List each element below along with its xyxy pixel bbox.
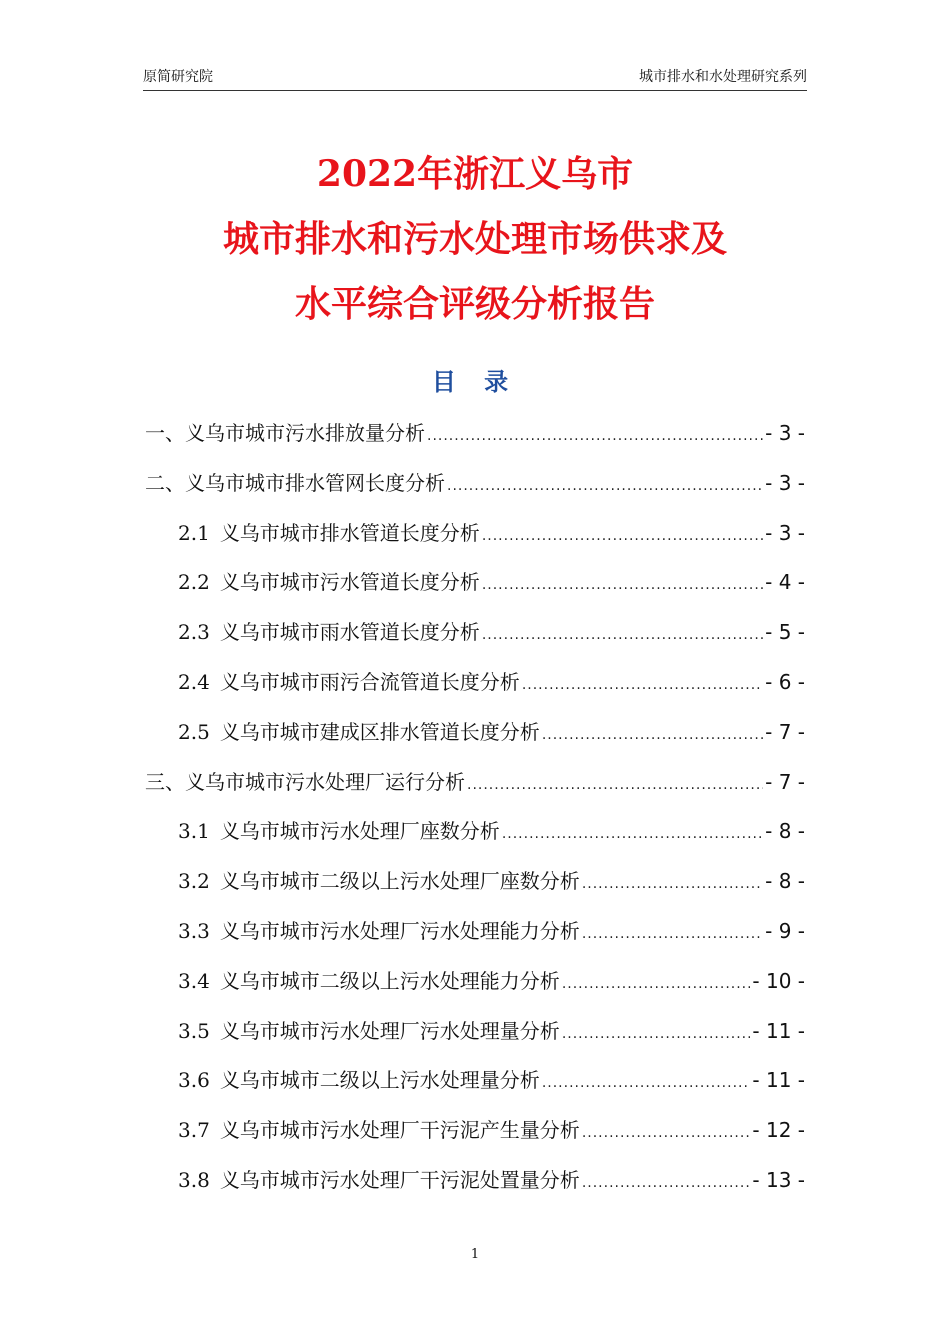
- toc-entry-title: 义乌市城市雨水管道长度分析: [219, 620, 480, 645]
- toc-entry-title: 义乌市城市污水处理厂干污泥处置量分析: [219, 1167, 580, 1192]
- toc-entry[interactable]: [145, 861, 805, 911]
- table-of-contents: [145, 413, 805, 1210]
- toc-entry-title: 二、义乌市城市排水管网长度分析: [145, 470, 445, 495]
- toc-entry-page: - 8 -: [765, 819, 805, 844]
- header-series: 城市排水和水处理研究系列: [639, 69, 807, 85]
- toc-entry-number: 3.4: [178, 968, 210, 993]
- toc-leader-dots: [522, 665, 763, 705]
- toc-leader-dots: [482, 615, 763, 655]
- toc-leader-dots: [542, 715, 763, 755]
- toc-entry-number: 3.2: [178, 869, 210, 894]
- toc-entry[interactable]: [145, 513, 805, 563]
- toc-leader-dots: [582, 1163, 751, 1203]
- toc-entry[interactable]: [145, 1060, 805, 1110]
- toc-entry-page: - 4 -: [765, 570, 805, 595]
- toc-entry[interactable]: [145, 811, 805, 861]
- title-line-3: 水平综合评级分析报告: [294, 283, 655, 325]
- toc-entry-number: 3.7: [178, 1118, 210, 1143]
- toc-entry-title: 义乌市城市污水管道长度分析: [219, 570, 480, 595]
- toc-leader-dots: [447, 466, 763, 506]
- toc-heading: 目 录: [431, 368, 519, 396]
- title-line-2: 城市排水和污水处理市场供求及: [222, 218, 727, 260]
- page-header: [143, 68, 807, 91]
- toc-entry[interactable]: [145, 762, 805, 812]
- toc-entry-title: 义乌市城市建成区排水管道长度分析: [219, 719, 540, 744]
- toc-entry-number: 3.8: [178, 1167, 210, 1192]
- toc-entry-title: 义乌市城市污水处理厂污水处理能力分析: [219, 918, 580, 943]
- toc-entry-page: - 11 -: [752, 1068, 805, 1093]
- toc-leader-dots: [502, 814, 763, 854]
- toc-leader-dots: [562, 964, 751, 1004]
- toc-entry-page: - 12 -: [752, 1118, 805, 1143]
- toc-entry-title: 义乌市城市污水处理厂座数分析: [219, 819, 500, 844]
- toc-entry-page: - 11 -: [752, 1018, 805, 1043]
- toc-entry-page: - 7 -: [765, 769, 805, 794]
- toc-entry-page: - 3 -: [765, 520, 805, 545]
- toc-entry-number: 3.1: [178, 819, 210, 844]
- toc-entry-number: 2.2: [178, 570, 210, 595]
- toc-leader-dots: [467, 765, 763, 805]
- toc-leader-dots: [582, 864, 763, 904]
- toc-entry-title: 一、义乌市城市污水排放量分析: [145, 421, 425, 445]
- toc-entry-page: - 9 -: [765, 918, 805, 943]
- toc-entry-page: - 3 -: [765, 470, 805, 495]
- toc-entry-number: 2.1: [178, 520, 210, 545]
- toc-entry-title: 义乌市城市污水处理厂污水处理量分析: [219, 1018, 560, 1043]
- toc-entry-title: 义乌市城市雨污合流管道长度分析: [219, 669, 520, 694]
- toc-entry-page: - 10 -: [752, 968, 805, 993]
- toc-entry-page: - 3 -: [765, 421, 805, 445]
- toc-entry-number: 3.3: [178, 918, 210, 943]
- toc-entry-number: 3.5: [178, 1018, 210, 1043]
- toc-entry-title: 义乌市城市二级以上污水处理能力分析: [219, 968, 560, 993]
- toc-entry-title: 义乌市城市排水管道长度分析: [219, 520, 480, 545]
- toc-entry[interactable]: [145, 463, 805, 513]
- toc-entry-title: 义乌市城市污水处理厂干污泥产生量分析: [219, 1118, 580, 1143]
- toc-entry[interactable]: [145, 1160, 805, 1210]
- toc-entry-page: - 6 -: [765, 669, 805, 694]
- toc-entry[interactable]: [145, 413, 805, 463]
- toc-entry-number: 2.3: [178, 620, 210, 645]
- toc-leader-dots: [582, 1113, 751, 1153]
- toc-entry-title: 三、义乌市城市污水处理厂运行分析: [145, 769, 465, 794]
- toc-entry[interactable]: [145, 1011, 805, 1061]
- page-number: 1: [470, 1247, 480, 1262]
- toc-entry-page: - 8 -: [765, 869, 805, 894]
- toc-entry[interactable]: [145, 911, 805, 961]
- toc-entry-number: 3.6: [178, 1068, 210, 1093]
- report-title: [0, 142, 950, 337]
- toc-leader-dots: [582, 914, 763, 954]
- toc-leader-dots: [562, 1014, 751, 1054]
- toc-leader-dots: [542, 1063, 751, 1103]
- toc-entry[interactable]: [145, 712, 805, 762]
- header-organization: 原简研究院: [143, 69, 213, 85]
- toc-entry-page: - 13 -: [752, 1167, 805, 1192]
- toc-entry-page: - 7 -: [765, 719, 805, 744]
- toc-entry-title: 义乌市城市二级以上污水处理厂座数分析: [219, 869, 580, 894]
- toc-entry[interactable]: [145, 662, 805, 712]
- toc-entry-title: 义乌市城市二级以上污水处理量分析: [219, 1068, 540, 1093]
- toc-entry-page: - 5 -: [765, 620, 805, 645]
- toc-entry[interactable]: [145, 612, 805, 662]
- toc-leader-dots: [427, 416, 763, 456]
- toc-leader-dots: [482, 565, 763, 605]
- toc-entry-number: 2.5: [178, 719, 210, 744]
- title-line-1: 2022年浙江义乌市: [316, 153, 634, 195]
- toc-entry[interactable]: [145, 961, 805, 1011]
- toc-leader-dots: [482, 516, 763, 556]
- toc-entry-number: 2.4: [178, 669, 210, 694]
- toc-entry[interactable]: [145, 562, 805, 612]
- toc-entry[interactable]: [145, 1110, 805, 1160]
